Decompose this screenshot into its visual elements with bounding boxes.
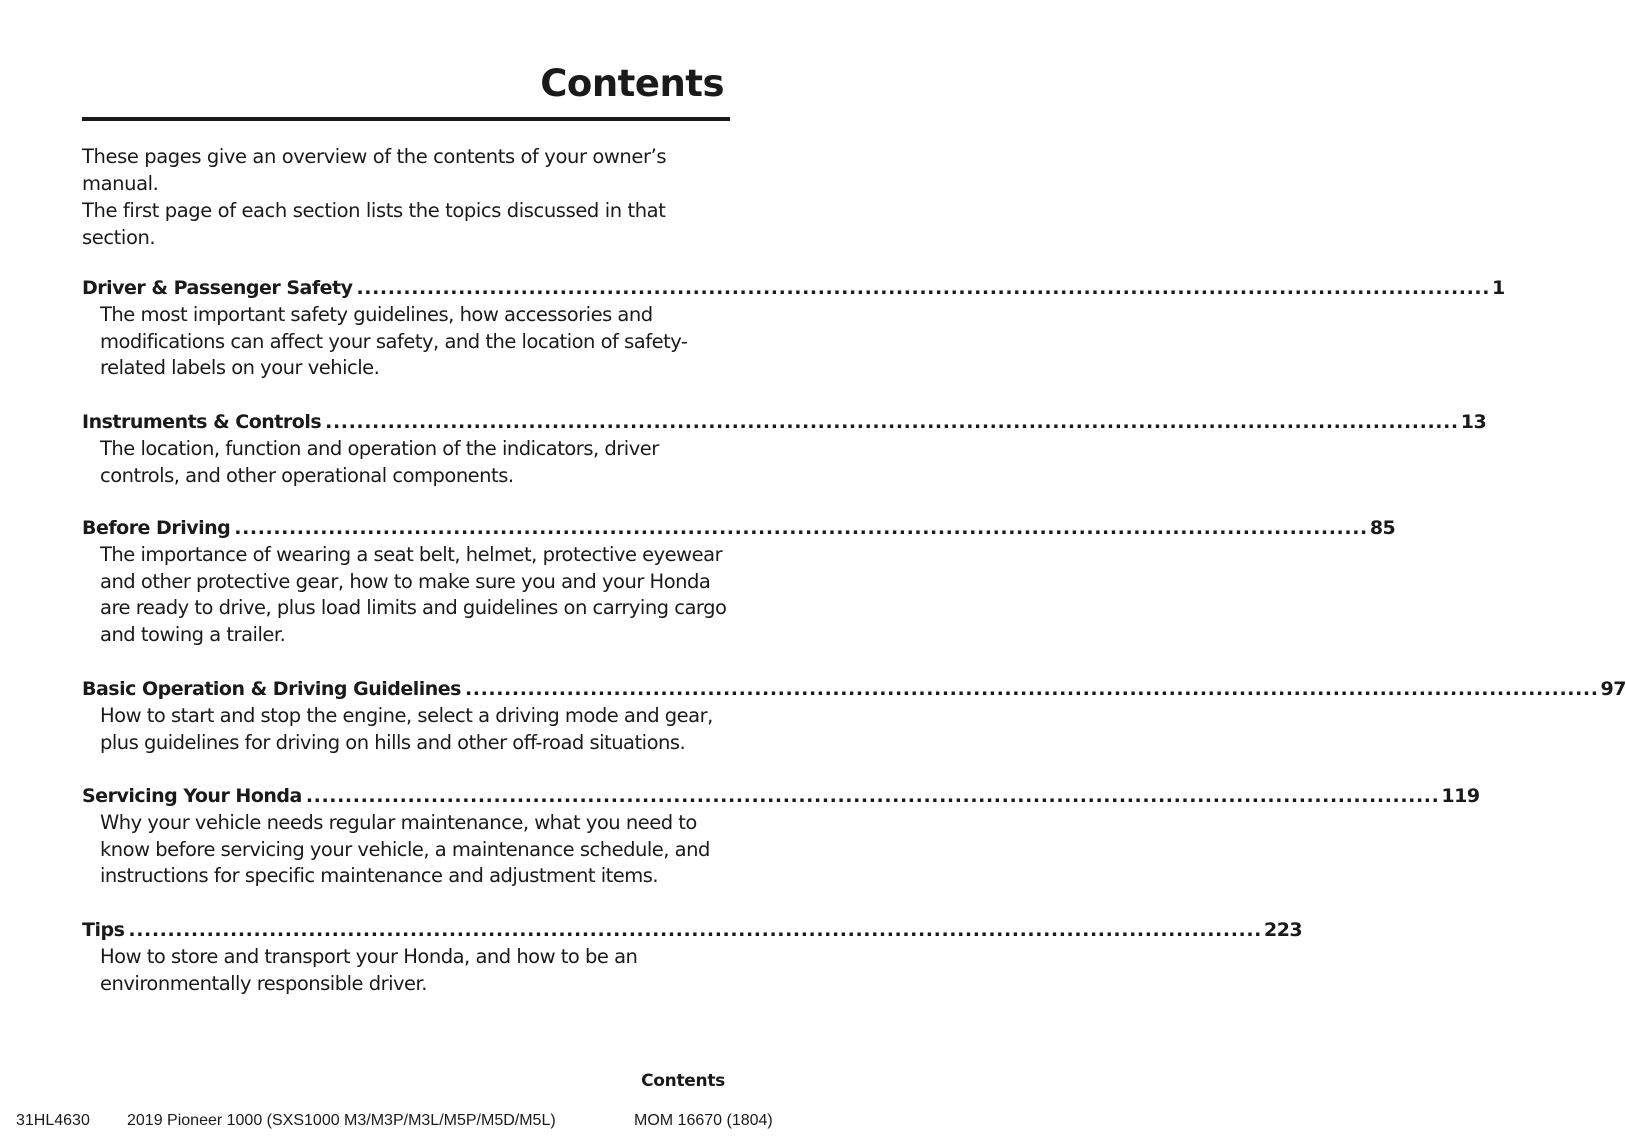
intro-text — [82, 143, 722, 251]
toc-leader: ................................................................................................................................................. — [464, 678, 1599, 700]
toc-heading[interactable] — [82, 783, 1480, 810]
toc-heading[interactable] — [82, 515, 1396, 542]
page-title: Contents — [540, 62, 724, 105]
toc-title[interactable]: Before Driving — [82, 517, 231, 539]
toc-page-number[interactable]: 97 — [1600, 678, 1626, 700]
footer-doc-code: 31HL4630 — [16, 1112, 90, 1129]
toc-page-number[interactable]: 223 — [1263, 919, 1303, 941]
toc-entry-instruments-controls[interactable] — [82, 409, 1487, 489]
toc-heading[interactable] — [82, 676, 1626, 703]
toc-heading[interactable] — [82, 917, 1303, 944]
toc-title[interactable]: Tips — [82, 919, 125, 941]
toc-leader: ................................................................................................................................................. — [128, 919, 1262, 941]
toc-entry-before-driving[interactable] — [82, 515, 1396, 648]
toc-page-number[interactable]: 85 — [1369, 517, 1396, 539]
toc-heading[interactable] — [82, 275, 1505, 302]
toc-title[interactable]: Servicing Your Honda — [82, 785, 302, 807]
toc-entry-basic-operation[interactable] — [82, 676, 1626, 756]
toc-description: The most important safety guidelines, how accessories and modifications can affect your safety, and the location of safety-related labels on your vehicle. — [100, 303, 688, 379]
toc-page-number[interactable]: 119 — [1441, 785, 1480, 807]
toc-description: How to store and transport your Honda, and how to be an environmentally responsible driver. — [100, 945, 638, 995]
toc-description: Why your vehicle needs regular maintenance, what you need to know before servicing your vehicle, a maintenance schedule, and instructions for specific maintenance and adjustment items. — [100, 811, 710, 887]
toc-leader: ................................................................................................................................................. — [325, 411, 1459, 433]
toc-page-number[interactable]: 13 — [1460, 411, 1487, 433]
footer-mom: MOM 16670 (1804) — [634, 1112, 773, 1129]
toc-entry-driver-passenger-safety[interactable] — [82, 275, 1505, 382]
toc-title[interactable]: Instruments & Controls — [82, 411, 322, 433]
toc-leader: ................................................................................................................................................. — [356, 277, 1491, 299]
toc-heading[interactable] — [82, 409, 1487, 436]
title-rule — [82, 117, 730, 121]
toc-title[interactable]: Basic Operation & Driving Guidelines — [82, 678, 461, 700]
toc-description: The location, function and operation of the indicators, driver controls, and other operational components. — [100, 437, 659, 487]
toc-entry-tips[interactable] — [82, 917, 1303, 997]
toc-page-number[interactable]: 1 — [1492, 277, 1505, 299]
toc-entry-servicing-your-honda[interactable] — [82, 783, 1480, 890]
toc-description: How to start and stop the engine, select a driving mode and gear, plus guidelines for driving on hills and other off-road situations. — [100, 704, 713, 754]
toc-leader: ................................................................................................................................................. — [305, 785, 1440, 807]
footer-model: 2019 Pioneer 1000 (SXS1000 M3/M3P/M3L/M5P/M5D/M5L) — [127, 1112, 556, 1129]
footer-section-label: Contents — [641, 1071, 725, 1091]
toc-title[interactable]: Driver & Passenger Safety — [82, 277, 353, 299]
intro-line: The first page of each section lists the topics discussed in that section. — [82, 199, 666, 249]
toc-description: The importance of wearing a seat belt, helmet, protective eyewear and other protective gear, how to make sure you and your Honda are ready to drive, plus load limits and guidelines on carrying cargo and towing a trailer. — [100, 543, 727, 646]
intro-line: These pages give an overview of the contents of your owner’s manual. — [82, 145, 667, 195]
toc-leader: ................................................................................................................................................. — [234, 517, 1368, 539]
